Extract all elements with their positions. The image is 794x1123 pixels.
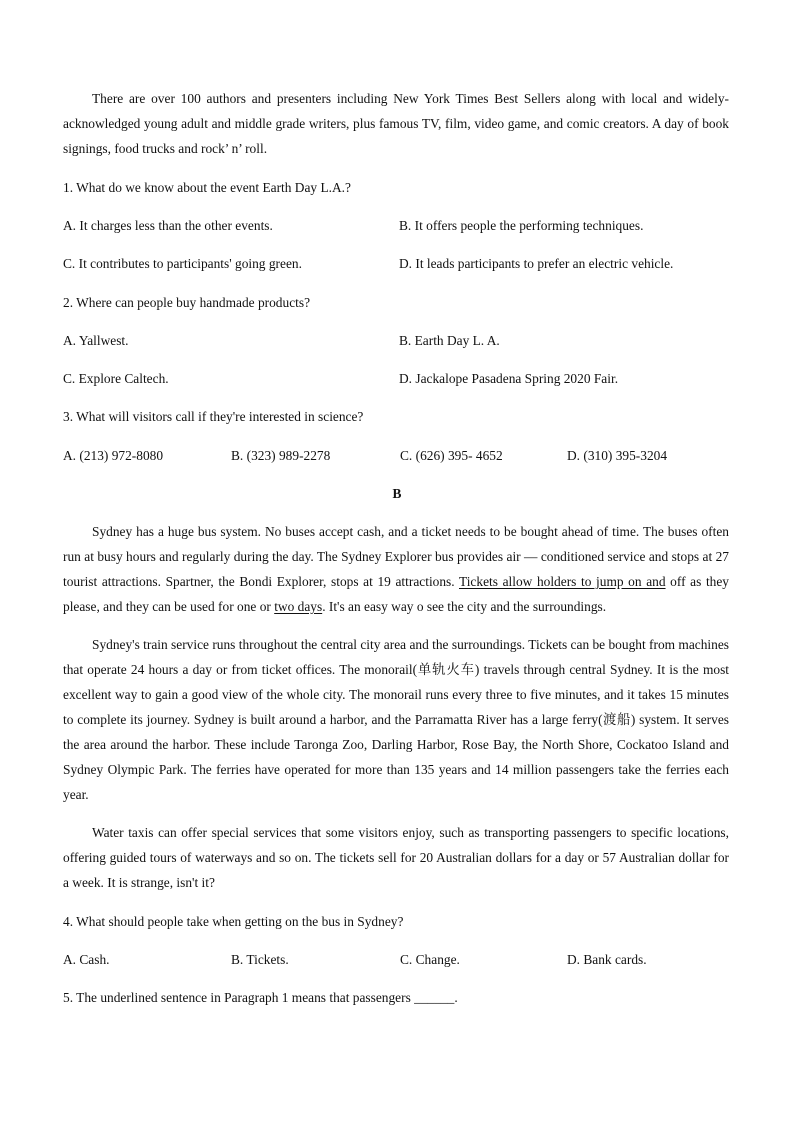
q3-option-d: D. (310) 395-3204 [567, 448, 668, 463]
q2-option-d: D. Jackalope Pasadena Spring 2020 Fair. [399, 371, 619, 386]
question-3: 3. What will visitors call if they're interested in science? [63, 409, 364, 424]
answer-blank: ______. [414, 990, 458, 1005]
q4-option-a: A. Cash. [63, 952, 110, 967]
q2-option-c: C. Explore Caltech. [63, 371, 169, 386]
q3-option-b: B. (323) 989-2278 [231, 448, 331, 463]
p1-text-3: . It's an easy way o see the city and the surroundings. [322, 599, 607, 614]
q2-option-a: A. Yallwest. [63, 333, 129, 348]
question-5-text: 5. The underlined sentence in Paragraph 1 means that passengers [63, 990, 411, 1005]
question-4: 4. What should people take when getting on the bus in Sydney? [63, 914, 404, 929]
question-5 [63, 989, 458, 1007]
p1-text-1: Sydney has a huge bus system. No buses accept cash, and a ticket needs to be bought ahead of time. The buses often run at busy hours and regularly during the day. The Sydney Explorer bus provides air — conditioned service and stops at 27 tourist attractions. Spartner, the Bondi Explorer, stops at 19 attractions. [63, 524, 729, 589]
section-b-paragraph-2: Sydney's train service runs throughout the central city area and the surroundings. Tickets can be bought from machines that operate 24 hours a day or from ticket offices. The monorail(单轨火车) travels through central Sydney. It is the most excellent way to gain a good view of the whole city. The monorail runs every three to five minutes, and it takes 15 minutes to complete its journey. Sydney is built around a harbor, and the Parramatta River has a large ferry(渡船) system. It serves the area around the harbor. These include Taronga Zoo, Darling Harbor, Rose Bay, the North Shore, Cockatoo Island and Sydney Olympic Park. The ferries have operated for more than 135 years and 14 million passengers take the ferries each year. [63, 637, 729, 802]
underlined-phrase: two days [274, 599, 323, 614]
q4-option-d: D. Bank cards. [567, 952, 647, 967]
q1-option-c: C. It contributes to participants' going green. [63, 256, 302, 271]
q4-option-b: B. Tickets. [231, 952, 289, 967]
question-1: 1. What do we know about the event Earth Day L.A.? [63, 180, 351, 195]
question-2: 2. Where can people buy handmade products? [63, 295, 311, 310]
p1-text-2: off as they please, and they can be used for one or [63, 574, 730, 614]
q4-option-c: C. Change. [400, 952, 460, 967]
q1-option-d: D. It leads participants to prefer an electric vehicle. [399, 256, 674, 271]
section-heading: B [392, 486, 402, 501]
q3-option-a: A. (213) 972-8080 [63, 448, 164, 463]
q1-option-a: A. It charges less than the other events. [63, 218, 273, 233]
intro-paragraph: There are over 100 authors and presenters including New York Times Best Sellers along with local and widely-acknowledged young adult and middle grade writers, plus famous TV, film, video game, and comic creators. A day of book signings, food trucks and rock’ n’ roll. [63, 91, 729, 156]
underlined-sentence: Tickets allow holders to jump on and [459, 574, 666, 589]
q3-option-c: C. (626) 395- 4652 [400, 448, 503, 463]
section-b-paragraph-1 [63, 519, 729, 619]
q2-option-b: B. Earth Day L. A. [399, 333, 500, 348]
section-b-paragraph-3: Water taxis can offer special services that some visitors enjoy, such as transporting passengers to specific locations, offering guided tours of waterways and so on. The tickets sell for 20 Australian dollars for a day or 57 Australian dollar for a week. It is strange, isn't it? [63, 825, 729, 890]
q1-option-b: B. It offers people the performing techniques. [399, 218, 644, 233]
